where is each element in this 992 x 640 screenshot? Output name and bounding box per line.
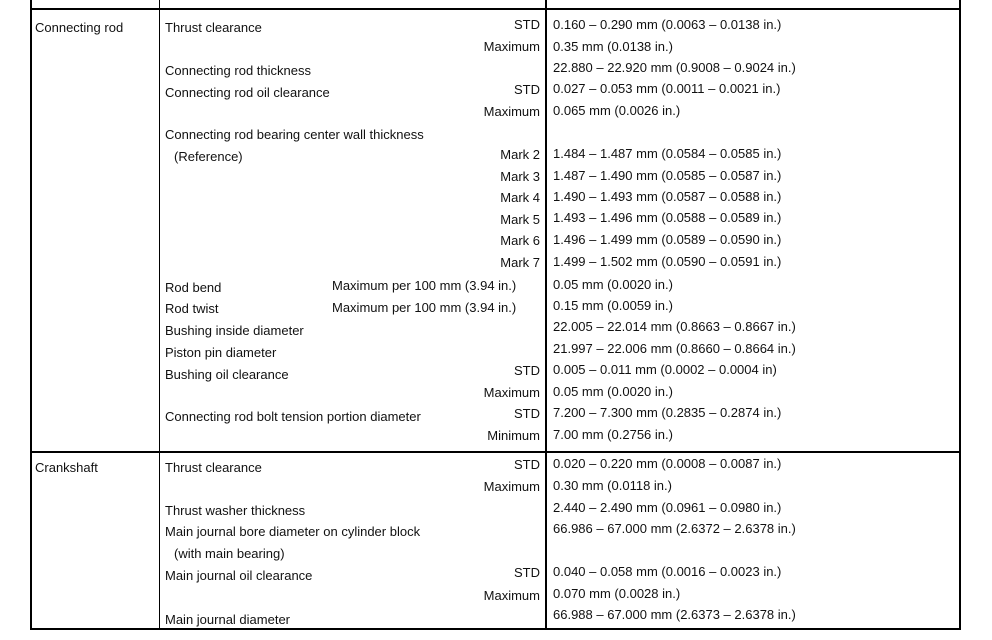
cr-bolt-tension-label: Connecting rod bolt tension portion diameter: [165, 409, 421, 424]
section-title-connecting-rod: Connecting rod: [35, 20, 124, 35]
cr-oil-max-value: 0.065 mm (0.0026 in.): [553, 103, 681, 118]
cr-bushing-std-label: STD: [514, 363, 540, 378]
cr-rod-bend-label: Rod bend: [165, 280, 222, 295]
section-title-crankshaft: Crankshaft: [35, 460, 98, 475]
mark-label: Mark 2: [500, 147, 540, 162]
cr-thrust-max-value: 0.35 mm (0.0138 in.): [553, 39, 673, 54]
cr-bushing-oil-label: Bushing oil clearance: [165, 367, 289, 382]
cr-bearing-wall-label: Connecting rod bearing center wall thickness: [165, 127, 424, 142]
cr-oil-max-label: Maximum: [483, 104, 540, 119]
cr-rod-thickness-label: Connecting rod thickness: [165, 63, 311, 78]
mark-value: 1.496 – 1.499 mm (0.0589 – 0.0590 in.): [553, 232, 782, 247]
mark-value: 1.484 – 1.487 mm (0.0584 – 0.0585 in.): [553, 146, 782, 161]
cr-rod-twist-value: 0.15 mm (0.0059 in.): [553, 298, 673, 313]
cs-journal-max-value: 0.070 mm (0.0028 in.): [553, 586, 681, 601]
cr-oil-clearance-label: Connecting rod oil clearance: [165, 85, 330, 100]
cr-bolt-min-value: 7.00 mm (0.2756 in.): [553, 427, 673, 442]
cs-thrust-washer-label: Thrust washer thickness: [165, 503, 306, 518]
cr-oil-std-label: STD: [514, 82, 540, 97]
cr-rod-twist-label: Rod twist: [165, 301, 219, 316]
cr-thrust-clearance-label: Thrust clearance: [165, 20, 262, 35]
cr-rod-bend-qualifier: Maximum per 100 mm (3.94 in.): [332, 278, 517, 293]
cs-journal-diameter-value: 66.988 – 67.000 mm (2.6373 – 2.6378 in.): [553, 607, 796, 622]
cr-bushing-id-value: 22.005 – 22.014 mm (0.8663 – 0.8667 in.): [553, 319, 796, 334]
mark-value: 1.487 – 1.490 mm (0.0585 – 0.0587 in.): [553, 168, 782, 183]
cs-journal-oil-label: Main journal oil clearance: [165, 568, 313, 583]
right-border: [959, 0, 961, 630]
left-border: [30, 0, 32, 630]
cr-bushing-id-label: Bushing inside diameter: [165, 323, 304, 338]
cr-piston-pin-label: Piston pin diameter: [165, 345, 277, 360]
cs-bore-diameter-note: (with main bearing): [174, 546, 285, 561]
cr-thrust-std-label: STD: [514, 17, 540, 32]
cr-bushing-std-value: 0.005 – 0.011 mm (0.0002 – 0.0004 in): [553, 362, 777, 377]
mark-value: 1.493 – 1.496 mm (0.0588 – 0.0589 in.): [553, 210, 782, 225]
mark-label: Mark 4: [500, 190, 540, 205]
section-divider: [30, 451, 961, 453]
cr-piston-pin-value: 21.997 – 22.006 mm (0.8660 – 0.8664 in.): [553, 341, 796, 356]
col-divider-1: [159, 0, 160, 630]
mark-label: Mark 7: [500, 255, 540, 270]
table-bottom-border: [30, 628, 961, 630]
cr-rod-thickness-value: 22.880 – 22.920 mm (0.9008 – 0.9024 in.): [553, 60, 796, 75]
cs-journal-std-label: STD: [514, 565, 540, 580]
mark-label: Mark 6: [500, 233, 540, 248]
cr-thrust-std-value: 0.160 – 0.290 mm (0.0063 – 0.0138 in.): [553, 17, 782, 32]
mark-value: 1.499 – 1.502 mm (0.0590 – 0.0591 in.): [553, 254, 782, 269]
col-divider-2: [545, 0, 547, 630]
cr-oil-std-value: 0.027 – 0.053 mm (0.0011 – 0.0021 in.): [553, 81, 781, 96]
cs-thrust-clearance-label: Thrust clearance: [165, 460, 262, 475]
cr-thrust-max-label: Maximum: [483, 39, 540, 54]
cs-thrust-washer-value: 2.440 – 2.490 mm (0.0961 – 0.0980 in.): [553, 500, 782, 515]
mark-label: Mark 5: [500, 212, 540, 227]
cs-journal-std-value: 0.040 – 0.058 mm (0.0016 – 0.0023 in.): [553, 564, 782, 579]
cs-bore-diameter-value: 66.986 – 67.000 mm (2.6372 – 2.6378 in.): [553, 521, 796, 536]
cr-bushing-max-value: 0.05 mm (0.0020 in.): [553, 384, 673, 399]
cr-bearing-wall-reference: (Reference): [174, 149, 243, 164]
cs-thrust-std-label: STD: [514, 457, 540, 472]
cr-rod-twist-qualifier: Maximum per 100 mm (3.94 in.): [332, 300, 517, 315]
cs-journal-max-label: Maximum: [483, 588, 540, 603]
cs-journal-diameter-label: Main journal diameter: [165, 612, 291, 627]
cr-bolt-std-label: STD: [514, 406, 540, 421]
cr-bolt-min-label: Minimum: [487, 428, 540, 443]
mark-value: 1.490 – 1.493 mm (0.0587 – 0.0588 in.): [553, 189, 782, 204]
mark-label: Mark 3: [500, 169, 540, 184]
cr-bolt-std-value: 7.200 – 7.300 mm (0.2835 – 0.2874 in.): [553, 405, 782, 420]
cs-bore-diameter-label: Main journal bore diameter on cylinder block: [165, 524, 421, 539]
cr-rod-bend-value: 0.05 mm (0.0020 in.): [553, 277, 673, 292]
cs-thrust-max-value: 0.30 mm (0.0118 in.): [553, 478, 672, 493]
cs-thrust-std-value: 0.020 – 0.220 mm (0.0008 – 0.0087 in.): [553, 456, 782, 471]
cs-thrust-max-label: Maximum: [483, 479, 540, 494]
cr-bushing-max-label: Maximum: [483, 385, 540, 400]
table-top-border: [30, 8, 961, 10]
